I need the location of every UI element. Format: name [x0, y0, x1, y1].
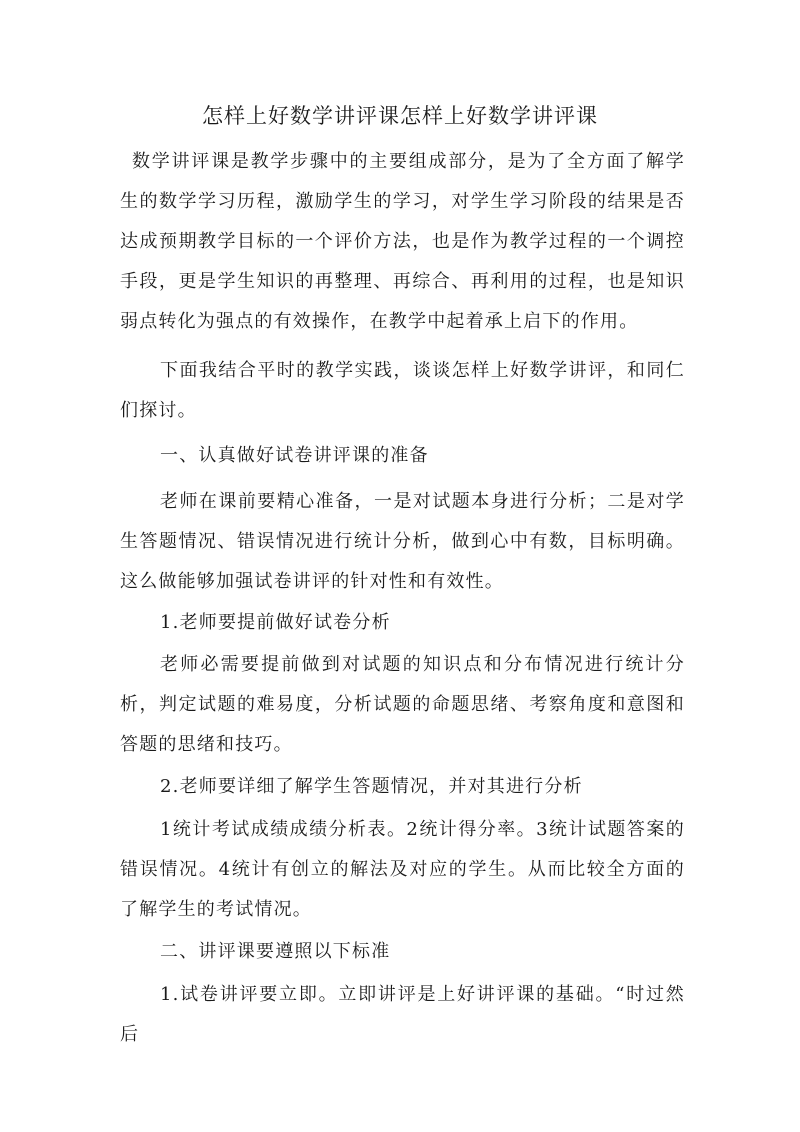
- paragraph-purpose: 下面我结合平时的教学实践，谈谈怎样上好数学讲评，和同仁们探讨。: [120, 360, 685, 421]
- paragraph-statistics: 1统计考试成绩成绩分析表。2统计得分率。3统计试题答案的错误情况。4统计有创立的解法及对应的学生。从而比较全方面的了解学生的考试情况。: [120, 819, 685, 920]
- section-heading-preparation: 一、认真做好试卷讲评课的准备: [160, 445, 429, 466]
- paragraph-preparation: 老师在课前要精心准备，一是对试题本身进行分析；二是对学生答题情况、错误情况进行统计分析，做到心中有数，目标明确。这么做能够加强试卷讲评的针对性和有效性。: [120, 491, 685, 592]
- section-heading-standards: 二、讲评课要遵照以下标准: [160, 941, 391, 962]
- document-title: 怎样上好数学讲评课怎样上好数学讲评课: [202, 104, 598, 128]
- subheading-student-analysis: 2.老师要详细了解学生答题情况，并对其进行分析: [160, 776, 583, 797]
- subheading-exam-analysis: 1.老师要提前做好试卷分析: [160, 612, 391, 633]
- paragraph-timely-review: 1.试卷讲评要立即。立即讲评是上好讲评课的基础。“时过然后: [120, 984, 685, 1045]
- paragraph-exam-analysis: 老师必需要提前做到对试题的知识点和分布情况进行统计分析，判定试题的难易度，分析试题的命题思绪、考察角度和意图和答题的思绪和技巧。: [120, 654, 685, 755]
- paragraph-intro: 数学讲评课是教学步骤中的主要组成部分，是为了全方面了解学生的数学学习历程，激励学生的学习，对学生学习阶段的结果是否达成预期教学目标的一个评价方法，也是作为教学过程的一个调控手段，更是学生知识的再整理、再综合、再利用的过程，也是知识弱点转化为强点的有效操作，在教学中起着承上启下的作用。: [120, 151, 685, 332]
